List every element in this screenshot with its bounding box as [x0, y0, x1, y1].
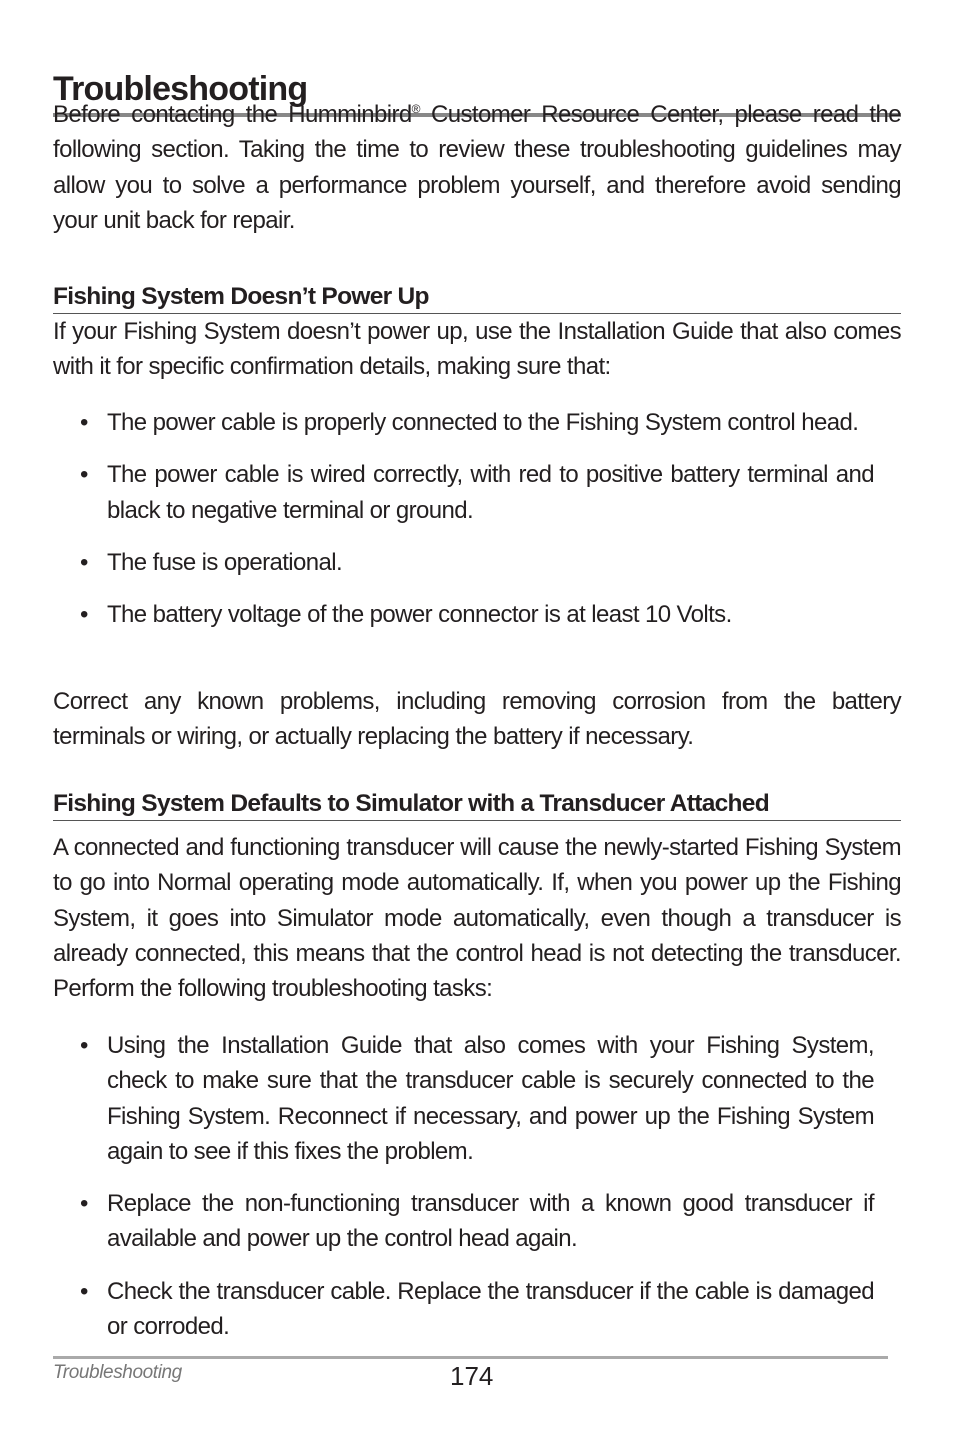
- footer-section-label: Troubleshooting: [53, 1362, 182, 1383]
- bullet-list-power-up: [80, 405, 874, 649]
- section-heading-simulator: Fishing System Defaults to Simulator with a Transducer Attached: [53, 788, 901, 821]
- list-item: [80, 1274, 874, 1345]
- intro-text-end: Customer Resource Center, please read the following section. Taking the time to review these troubleshooting guidelines may allow you to solve a performance problem yourself, and therefore avoid sending your unit back for repair.: [53, 101, 901, 234]
- bullet-marker: •: [80, 548, 88, 576]
- intro-text-start: Before contacting the Humminbird: [53, 101, 412, 128]
- list-item: [80, 597, 874, 632]
- section-lead-power-up: If your Fishing System doesn’t power up, use the Installation Guide that also comes with it for specific confirmation details, making sure that:: [53, 318, 901, 381]
- list-item-text: The power cable is wired correctly, with red to positive battery terminal and black to negative terminal or ground.: [107, 461, 874, 524]
- intro-paragraph: [53, 97, 901, 238]
- section-closing-power-up: Correct any known problems, including removing corrosion from the battery terminals or wiring, or actually replacing the battery if necessary.: [53, 688, 901, 751]
- footer-divider: [53, 1356, 888, 1359]
- bullet-marker: •: [80, 1190, 88, 1218]
- list-item-text: Check the transducer cable. Replace the transducer if the cable is damaged or corroded.: [107, 1277, 874, 1341]
- list-item-text: The power cable is properly connected to the Fishing System control head.: [107, 409, 859, 436]
- bullet-marker: •: [80, 1032, 88, 1059]
- list-item-text: The battery voltage of the power connector is at least 10 Volts.: [107, 601, 732, 629]
- registered-mark: ®: [411, 102, 420, 116]
- bullet-marker: •: [80, 601, 88, 629]
- list-item: [80, 1186, 874, 1257]
- page-number: 174: [450, 1361, 494, 1391]
- bullet-marker: •: [80, 461, 88, 489]
- list-item-text: The fuse is operational.: [107, 548, 343, 576]
- list-item: [80, 405, 874, 440]
- list-item: [80, 545, 874, 580]
- bullet-marker: •: [80, 1277, 88, 1305]
- list-item: [80, 1028, 874, 1169]
- page-title: Troubleshooting: [53, 67, 901, 117]
- list-item: [80, 457, 874, 528]
- bullet-list-simulator: [80, 1028, 874, 1361]
- list-item-text: Replace the non-functioning transducer with a known good transducer if available and power up the control head again.: [107, 1190, 874, 1253]
- section-lead-simulator: A connected and functioning transducer will cause the newly-started Fishing System to go into Normal operating mode automatically. If, when you power up the Fishing System, it goes into Simulator mode automatically, even though a transducer is already connected, this means that the control head is not detecting the transducer. Perform the following troubleshooting tasks:: [53, 834, 901, 1003]
- list-item-text: Using the Installation Guide that also comes with your Fishing System, check to make sure that the transducer cable is securely connected to the Fishing System. Reconnect if necessary, and power up the Fishing System again to see if this fixes the problem.: [107, 1032, 874, 1165]
- section-heading-power-up: Fishing System Doesn’t Power Up: [53, 281, 901, 314]
- bullet-marker: •: [80, 409, 88, 436]
